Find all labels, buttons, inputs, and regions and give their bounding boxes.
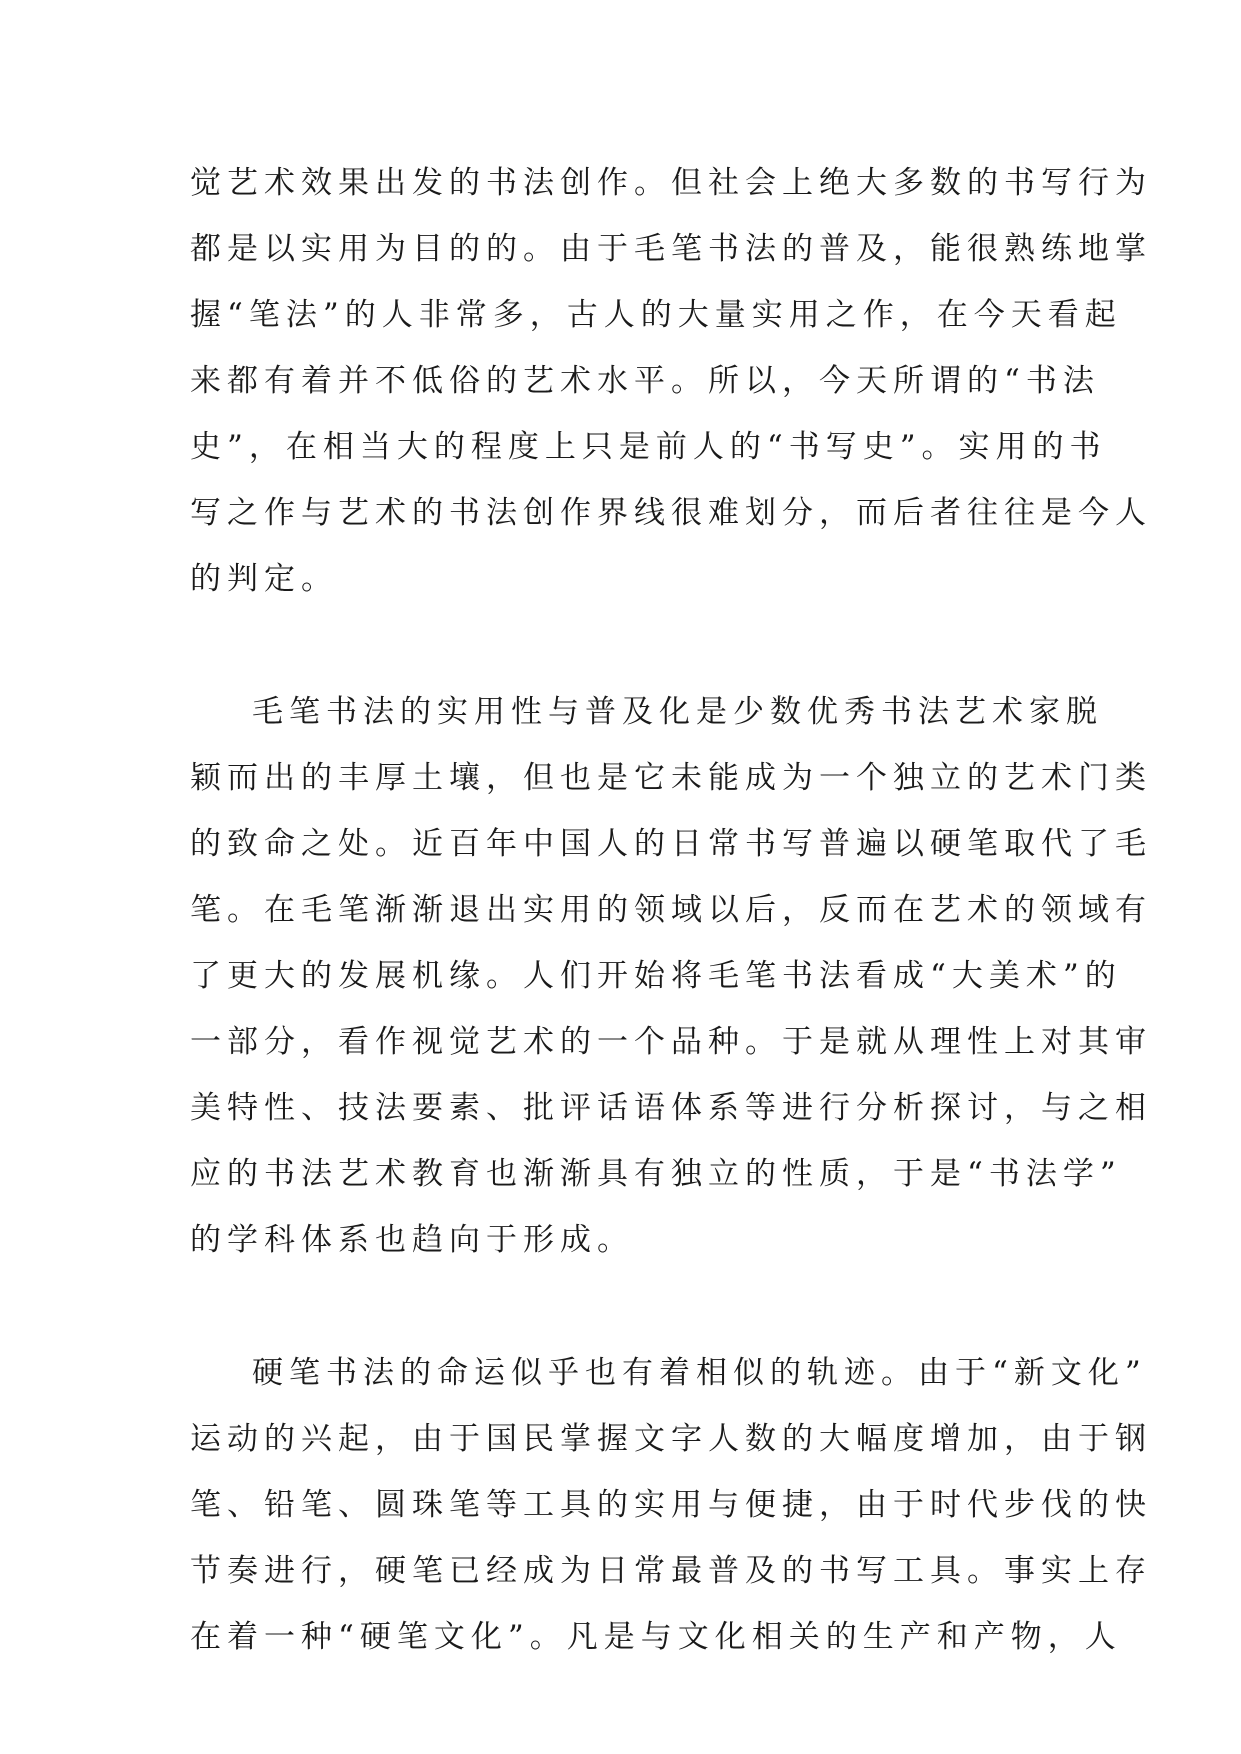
text-line: 在着一种“硬笔文化”。凡是与文化相关的生产和产物，人 [190, 1619, 1122, 1655]
text-line: 都是以实用为目的的。由于毛笔书法的普及，能很熟练地掌 [190, 231, 1152, 267]
text-line: 笔。在毛笔渐渐退出实用的领域以后，反而在艺术的领域有 [190, 892, 1152, 928]
text-line: 握“笔法”的人非常多，古人的大量实用之作，在今天看起 [190, 297, 1122, 333]
paragraph-3 [190, 1340, 1152, 1670]
text-line: 写之作与艺术的书法创作界线很难划分，而后者往往是今人 [190, 495, 1152, 531]
text-line: 毛笔书法的实用性与普及化是少数优秀书法艺术家脱 [252, 694, 1103, 730]
text-line: 美特性、技法要素、批评话语体系等进行分析探讨，与之相 [190, 1090, 1152, 1126]
text-line: 节奏进行，硬笔已经成为日常最普及的书写工具。事实上存 [190, 1553, 1152, 1589]
paragraph-1 [190, 150, 1152, 612]
text-line: 的学科体系也趋向于形成。 [190, 1222, 634, 1258]
text-line: 一部分，看作视觉艺术的一个品种。于是就从理性上对其审 [190, 1024, 1152, 1060]
text-line: 史”，在相当大的程度上只是前人的“书写史”。实用的书 [190, 429, 1107, 465]
text-line: 应的书法艺术教育也渐渐具有独立的性质，于是“书法学” [190, 1156, 1122, 1192]
text-line: 运动的兴起，由于国民掌握文字人数的大幅度增加，由于钢 [190, 1421, 1152, 1457]
paragraph-2 [190, 679, 1152, 1273]
text-line: 笔、铅笔、圆珠笔等工具的实用与便捷，由于时代步伐的快 [190, 1487, 1152, 1523]
text-line: 的致命之处。近百年中国人的日常书写普遍以硬笔取代了毛 [190, 826, 1152, 862]
text-line: 觉艺术效果出发的书法创作。但社会上绝大多数的书写行为 [190, 165, 1152, 201]
document-body [190, 150, 1152, 1737]
text-line: 颖而出的丰厚土壤，但也是它未能成为一个独立的艺术门类 [190, 760, 1152, 796]
text-line: 了更大的发展机缘。人们开始将毛笔书法看成“大美术”的 [190, 958, 1122, 994]
text-line: 硬笔书法的命运似乎也有着相似的轨迹。由于“新文化” [252, 1355, 1147, 1391]
text-line: 的判定。 [190, 561, 338, 597]
text-line: 来都有着并不低俗的艺术水平。所以，今天所谓的“书法 [190, 363, 1100, 399]
